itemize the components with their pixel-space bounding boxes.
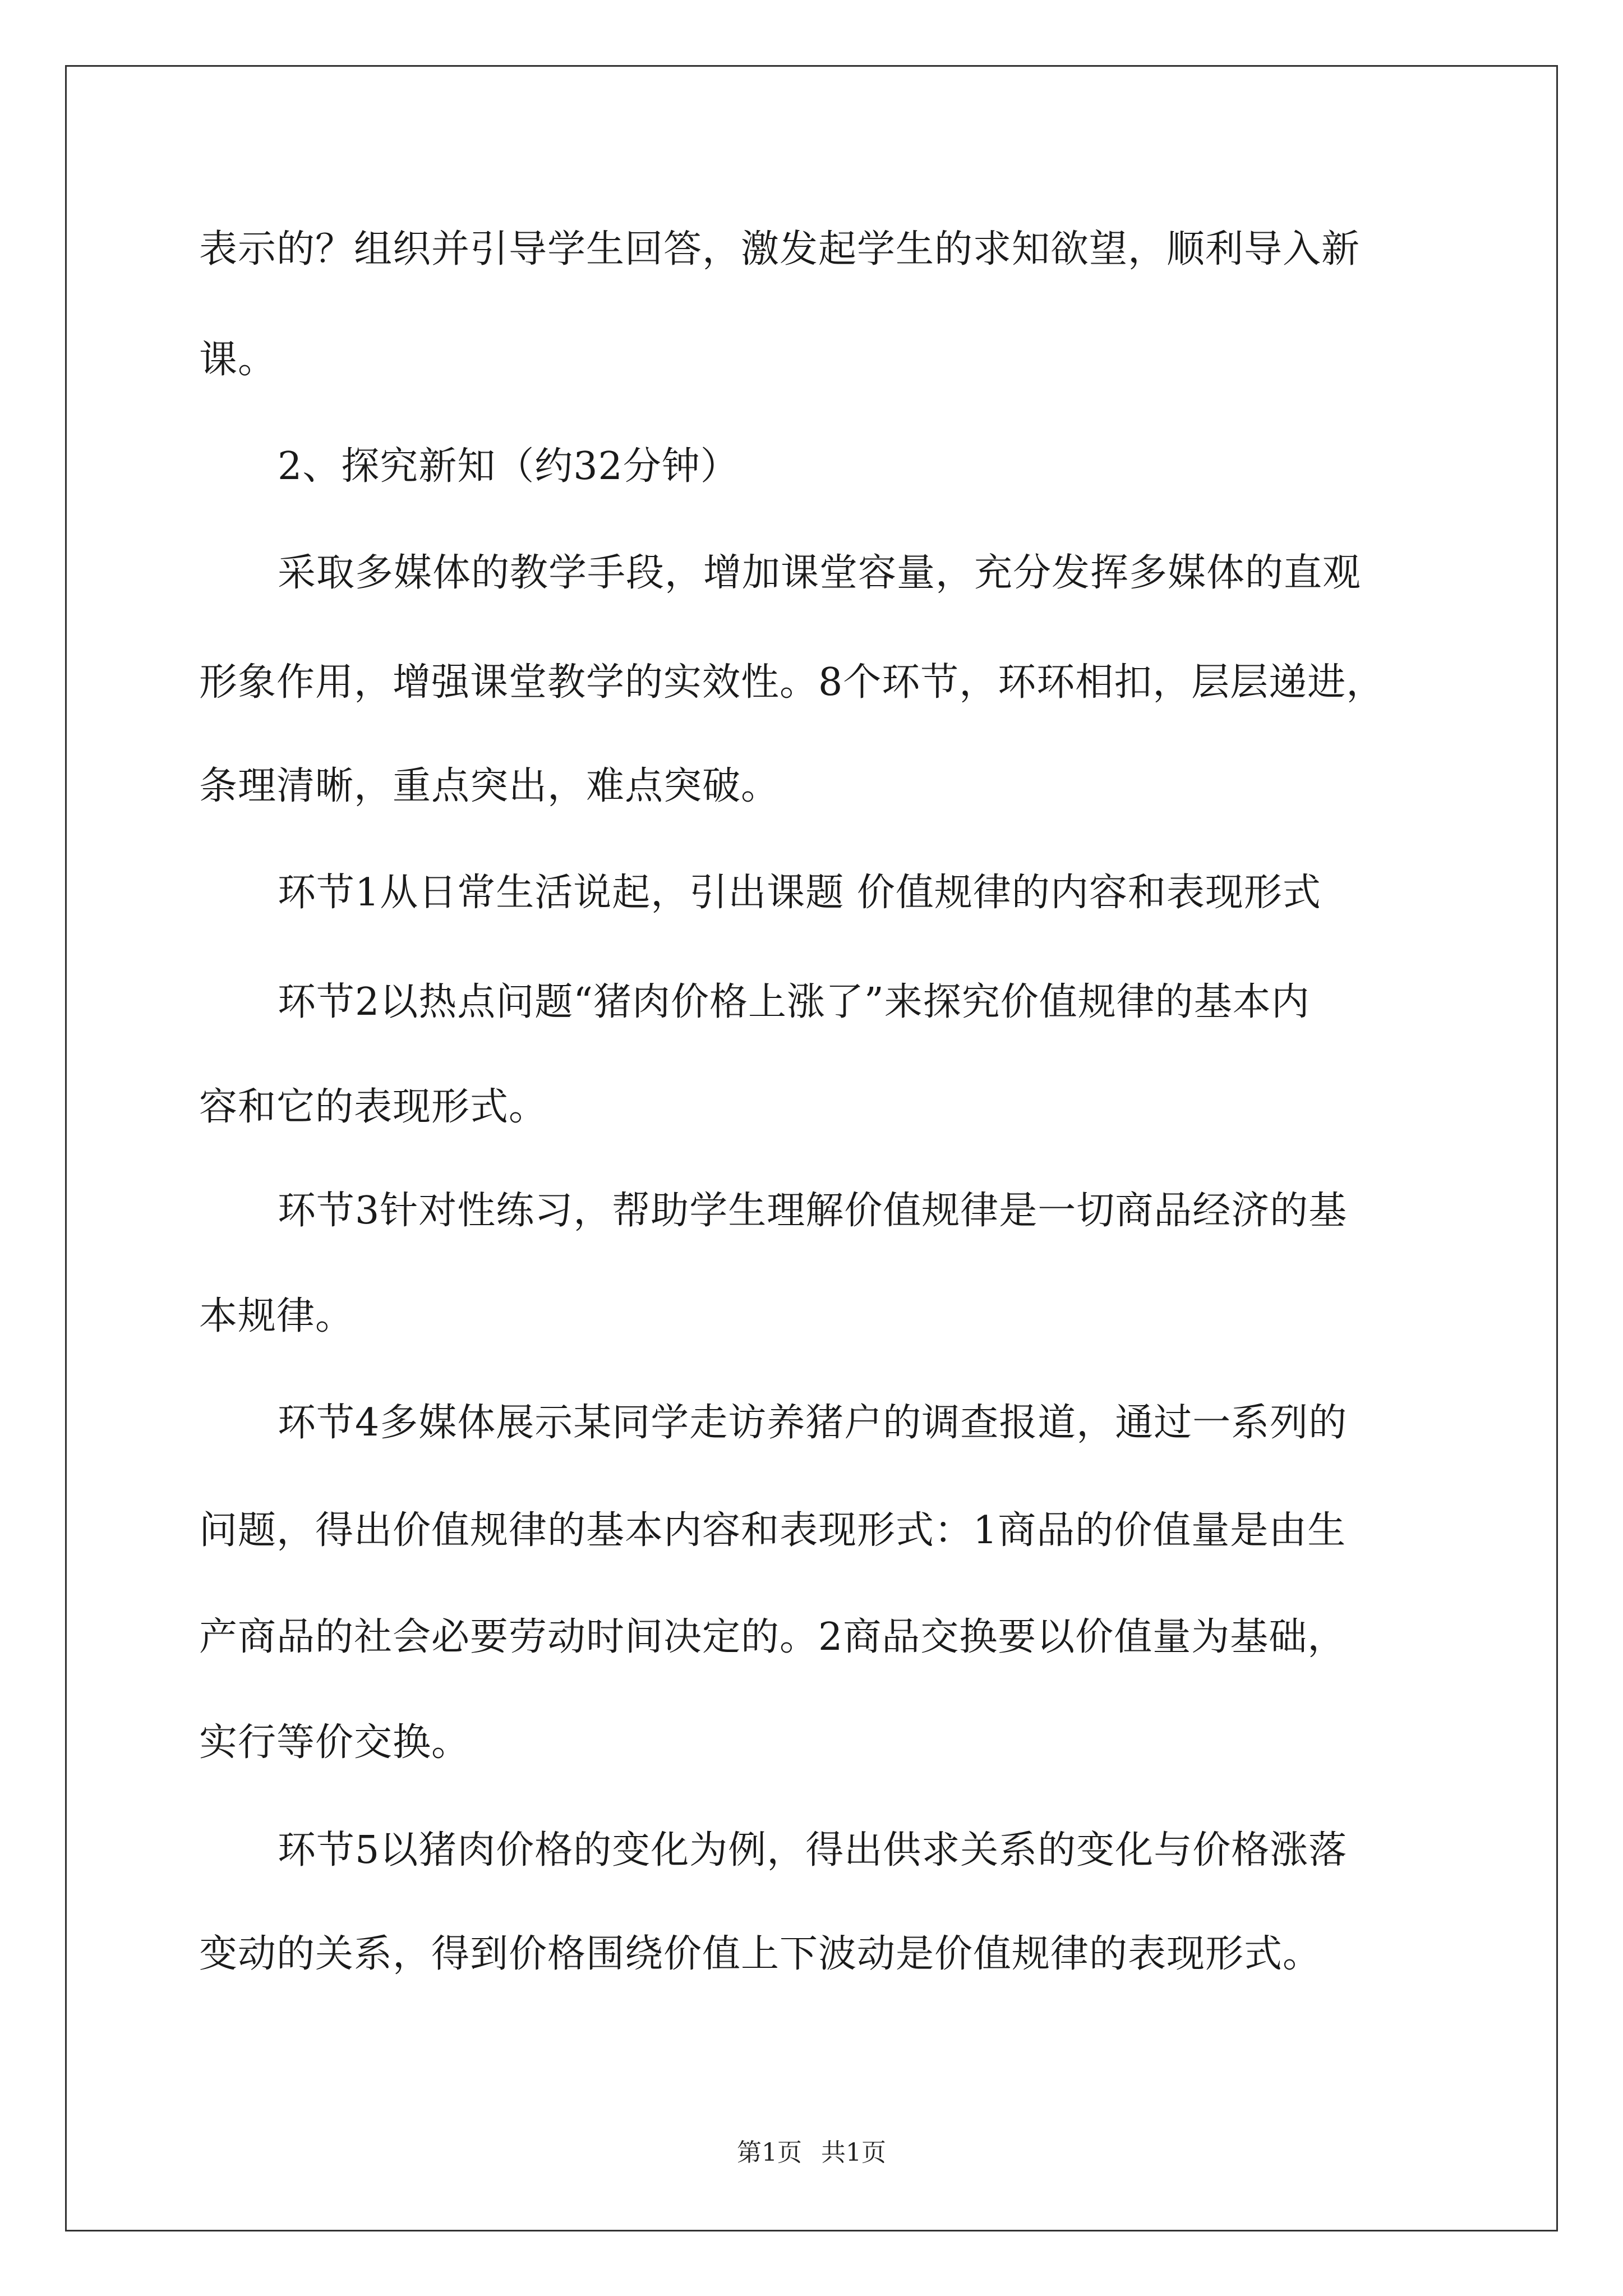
- paragraph-line: 环节1从日常生活说起，引出课题 价值规律的内容和表现形式: [278, 871, 1321, 915]
- paragraph-line: 环节4多媒体展示某同学走访养猪户的调查报道，通过一系列的: [278, 1401, 1348, 1445]
- paragraph-line: 本规律。: [199, 1294, 354, 1338]
- paragraph-line: 问题，得出价值规律的基本内容和表现形式：1商品的价值量是由生: [199, 1508, 1347, 1553]
- paragraph-line: 实行等价交换。: [199, 1720, 471, 1765]
- paragraph-line: 变动的关系，得到价格围绕价值上下波动是价值规律的表现形式。: [199, 1932, 1322, 1976]
- paragraph-line: 采取多媒体的教学手段，增加课堂容量，充分发挥多媒体的直观: [278, 551, 1362, 595]
- page-footer: [0, 2137, 1623, 2169]
- paragraph-line: 环节5以猪肉价格的变化为例，得出供求关系的变化与价格涨落: [278, 1828, 1348, 1872]
- paragraph-line: 环节2以热点问题“猪肉价格上涨了”来探究价值规律的基本内: [278, 980, 1310, 1024]
- page-total: 共1页: [821, 2138, 886, 2167]
- paragraph-line: 产商品的社会必要劳动时间决定的。2商品交换要以价值量为基础，: [199, 1615, 1347, 1659]
- paragraph-line: 课。: [199, 338, 277, 382]
- page-border: [65, 65, 1558, 2231]
- section-heading: 2、探究新知（约32分钟）: [278, 444, 739, 489]
- paragraph-line: 容和它的表现形式。: [199, 1085, 548, 1129]
- paragraph-line: 条理清晰，重点突出，难点突破。: [199, 764, 780, 808]
- paragraph-line: 表示的？组织并引导学生回答，激发起学生的求知欲望，顺利导入新: [199, 227, 1361, 272]
- paragraph-line: 环节3针对性练习，帮助学生理解价值规律是一切商品经济的基: [278, 1189, 1348, 1233]
- paragraph-line: 形象作用，增强课堂教学的实效性。8个环节，环环相扣，层层递进，: [199, 660, 1385, 705]
- page-number: 第1页: [737, 2138, 802, 2167]
